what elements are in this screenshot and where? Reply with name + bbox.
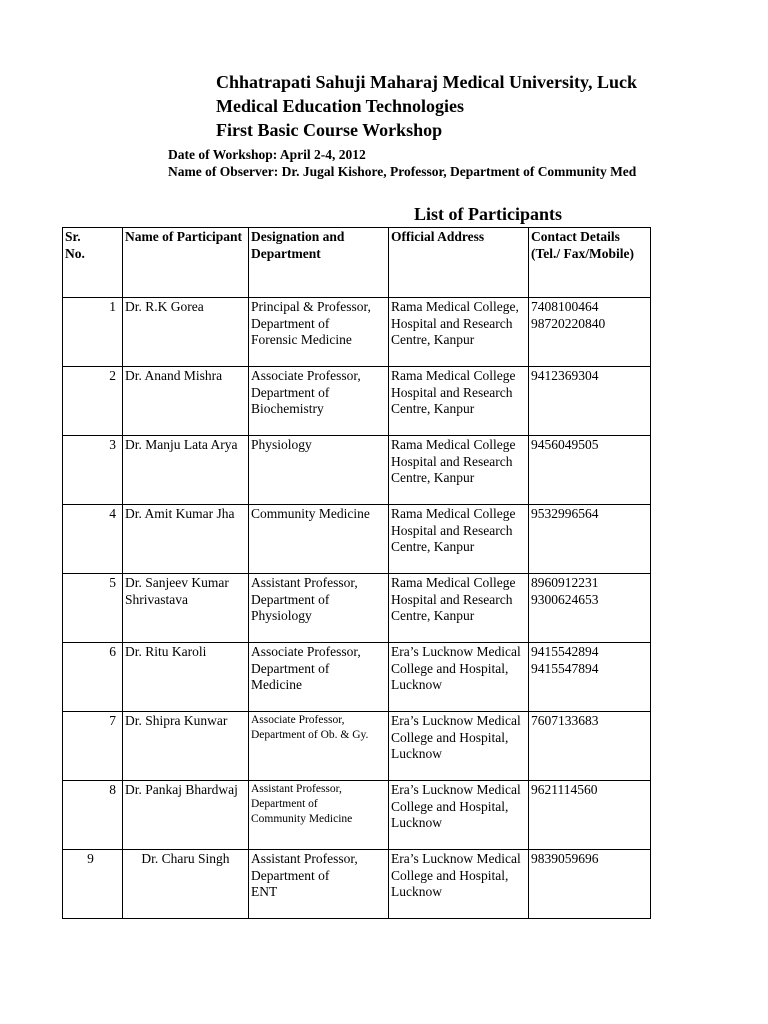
cell-line: Dr. Ritu Karoli xyxy=(125,644,207,659)
cell-line: Rama Medical College xyxy=(391,575,516,590)
list-title: List of Participants xyxy=(414,204,562,224)
cell-line: Community Medicine xyxy=(251,506,370,521)
cell-name xyxy=(123,298,249,367)
cell-address xyxy=(389,781,529,850)
cell-line: Department of xyxy=(251,315,330,331)
header-sr-no xyxy=(63,228,123,298)
cell-name xyxy=(123,574,249,643)
cell-line: Assistant Professor, xyxy=(251,851,358,866)
cell-line: 7408100464 xyxy=(531,299,599,314)
cell-line: Centre, Kanpur xyxy=(391,470,475,485)
cell-line: Era’s Lucknow Medical xyxy=(391,851,521,866)
cell-contact xyxy=(529,367,651,436)
cell-sr-no: 2 xyxy=(63,367,123,436)
header-name xyxy=(123,228,249,298)
cell-name xyxy=(123,436,249,505)
cell-line: 9412369304 xyxy=(531,368,599,383)
table-header-row xyxy=(63,228,651,298)
cell-line: Department of xyxy=(251,591,330,607)
workshop-title: First Basic Course Workshop xyxy=(216,120,443,140)
cell-line: Era’s Lucknow Medical xyxy=(391,782,521,797)
cell-line: Department of xyxy=(251,384,330,400)
header-address xyxy=(389,228,529,298)
cell-contact xyxy=(529,643,651,712)
cell-line: Assistant Professor, xyxy=(251,783,342,795)
cell-name xyxy=(123,367,249,436)
cell-contact xyxy=(529,850,651,919)
header-line: Department xyxy=(251,245,321,261)
participants-table xyxy=(62,227,651,919)
cell-designation xyxy=(249,781,389,850)
cell-designation xyxy=(249,643,389,712)
cell-line: 9839059696 xyxy=(531,851,599,866)
cell-line: Centre, Kanpur xyxy=(391,539,475,554)
header-contact xyxy=(529,228,651,298)
cell-line: Hospital and Research xyxy=(391,453,513,469)
observer-name: Name of Observer: Dr. Jugal Kishore, Professor, Department of Community Med xyxy=(168,164,637,179)
cell-address xyxy=(389,298,529,367)
cell-line: Centre, Kanpur xyxy=(391,608,475,623)
cell-contact xyxy=(529,712,651,781)
cell-line: 98720220840 xyxy=(531,315,606,331)
cell-line: Rama Medical College xyxy=(391,506,516,521)
cell-line: Associate Professor, xyxy=(251,714,345,726)
cell-line: Lucknow xyxy=(391,677,442,692)
cell-line: Dr. Charu Singh xyxy=(141,851,230,866)
header-line: No. xyxy=(65,245,85,261)
cell-line: Lucknow xyxy=(391,746,442,761)
cell-line: Physiology xyxy=(251,437,312,452)
cell-line: ENT xyxy=(251,884,278,899)
header-line: Name of Participant xyxy=(125,229,242,244)
cell-line: Rama Medical College xyxy=(391,437,516,452)
cell-line: Principal & Professor, xyxy=(251,299,371,314)
workshop-meta xyxy=(168,146,670,180)
cell-line: Medicine xyxy=(251,677,302,692)
cell-line: Physiology xyxy=(251,608,312,623)
cell-sr-no: 1 xyxy=(63,298,123,367)
cell-line: Rama Medical College, xyxy=(391,299,519,314)
cell-line: 9532996564 xyxy=(531,506,599,521)
cell-sr-no: 4 xyxy=(63,505,123,574)
cell-line: Hospital and Research xyxy=(391,591,513,607)
cell-sr-no: 9 xyxy=(63,850,123,919)
cell-line: Department of xyxy=(251,660,330,676)
cell-address xyxy=(389,367,529,436)
cell-line: Hospital and Research xyxy=(391,522,513,538)
cell-line: Dr. Sanjeev Kumar xyxy=(125,575,229,590)
document-title-block xyxy=(216,70,670,142)
cell-address xyxy=(389,643,529,712)
cell-contact xyxy=(529,574,651,643)
cell-line: 7607133683 xyxy=(531,713,599,728)
cell-line: College and Hospital, xyxy=(391,867,509,883)
header-line: (Tel./ Fax/Mobile) xyxy=(531,245,634,261)
cell-designation xyxy=(249,712,389,781)
header-line: Sr. xyxy=(65,229,81,244)
cell-line: College and Hospital, xyxy=(391,729,509,745)
cell-name xyxy=(123,505,249,574)
cell-contact xyxy=(529,505,651,574)
cell-line: Dr. Manju Lata Arya xyxy=(125,437,238,452)
header-line: Designation and xyxy=(251,229,345,244)
cell-contact xyxy=(529,436,651,505)
cell-sr-no: 5 xyxy=(63,574,123,643)
cell-address xyxy=(389,850,529,919)
cell-line: Hospital and Research xyxy=(391,315,513,331)
table-row xyxy=(63,850,651,919)
cell-line: Centre, Kanpur xyxy=(391,332,475,347)
cell-line: Department of Ob. & Gy. xyxy=(251,729,369,741)
cell-line: 9621114560 xyxy=(531,782,598,797)
table-row xyxy=(63,436,651,505)
header-line: Official Address xyxy=(391,229,485,244)
cell-designation xyxy=(249,367,389,436)
cell-address xyxy=(389,436,529,505)
cell-line: Associate Professor, xyxy=(251,368,361,383)
cell-line: 9456049505 xyxy=(531,437,599,452)
header-designation xyxy=(249,228,389,298)
table-row xyxy=(63,712,651,781)
table-row xyxy=(63,781,651,850)
cell-line: Lucknow xyxy=(391,815,442,830)
cell-sr-no: 8 xyxy=(63,781,123,850)
cell-line: Rama Medical College xyxy=(391,368,516,383)
cell-designation xyxy=(249,505,389,574)
cell-address xyxy=(389,712,529,781)
cell-designation xyxy=(249,850,389,919)
cell-designation xyxy=(249,574,389,643)
cell-line: Dr. Shipra Kunwar xyxy=(125,713,228,728)
table-row xyxy=(63,367,651,436)
cell-line: Shrivastava xyxy=(125,591,188,607)
cell-line: Department of xyxy=(251,798,318,810)
cell-line: 8960912231 xyxy=(531,575,599,590)
cell-line: Biochemistry xyxy=(251,401,324,416)
cell-name xyxy=(123,781,249,850)
table-row xyxy=(63,298,651,367)
cell-sr-no: 7 xyxy=(63,712,123,781)
cell-line: Associate Professor, xyxy=(251,644,361,659)
cell-name xyxy=(123,643,249,712)
cell-designation xyxy=(249,436,389,505)
cell-line: College and Hospital, xyxy=(391,798,509,814)
cell-line: Hospital and Research xyxy=(391,384,513,400)
workshop-date: Date of Workshop: April 2-4, 2012 xyxy=(168,147,366,162)
table-row xyxy=(63,574,651,643)
cell-line: Dr. R.K Gorea xyxy=(125,299,204,314)
cell-line: Dr. Amit Kumar Jha xyxy=(125,506,235,521)
cell-sr-no: 6 xyxy=(63,643,123,712)
table-row xyxy=(63,643,651,712)
cell-address xyxy=(389,574,529,643)
cell-line: College and Hospital, xyxy=(391,660,509,676)
header-line: Contact Details xyxy=(531,229,620,244)
cell-line: Lucknow xyxy=(391,884,442,899)
cell-sr-no: 3 xyxy=(63,436,123,505)
cell-line: Centre, Kanpur xyxy=(391,401,475,416)
table-row xyxy=(63,505,651,574)
cell-contact xyxy=(529,781,651,850)
cell-line: Community Medicine xyxy=(251,813,353,825)
cell-name xyxy=(123,850,249,919)
cell-line: 9415542894 xyxy=(531,644,599,659)
cell-line: Forensic Medicine xyxy=(251,332,352,347)
university-title: Chhatrapati Sahuji Maharaj Medical University, Luck xyxy=(216,72,638,92)
cell-line: Era’s Lucknow Medical xyxy=(391,713,521,728)
cell-address xyxy=(389,505,529,574)
cell-line: 9300624653 xyxy=(531,591,599,607)
cell-line: Department of xyxy=(251,867,330,883)
cell-contact xyxy=(529,298,651,367)
cell-designation xyxy=(249,298,389,367)
cell-line: Dr. Anand Mishra xyxy=(125,368,223,383)
cell-name xyxy=(123,712,249,781)
cell-line: Assistant Professor, xyxy=(251,575,358,590)
cell-line: Era’s Lucknow Medical xyxy=(391,644,521,659)
cell-line: Dr. Pankaj Bhardwaj xyxy=(125,782,238,797)
department-title: Medical Education Technologies xyxy=(216,96,465,116)
cell-line: 9415547894 xyxy=(531,660,599,676)
